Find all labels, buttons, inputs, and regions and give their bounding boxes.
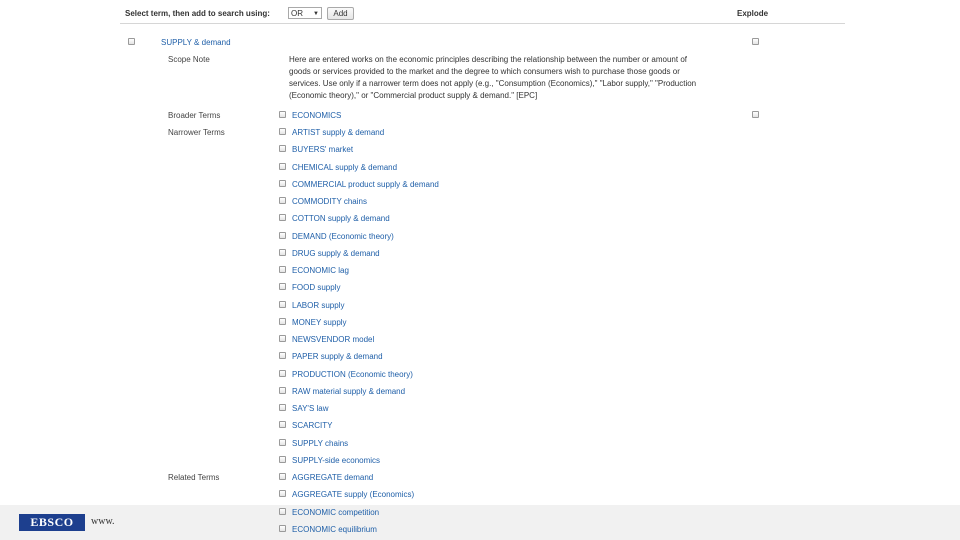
narrower-term-link[interactable]: ECONOMIC lag: [292, 266, 349, 275]
scope-note-label: Scope Note: [168, 55, 210, 64]
narrower-term-link[interactable]: DRUG supply & demand: [292, 248, 380, 258]
narrower-term-link[interactable]: ARTIST supply & demand: [292, 128, 385, 137]
operator-select[interactable]: [288, 7, 322, 19]
narrower-term-checkbox[interactable]: [279, 145, 286, 152]
narrower-term-link[interactable]: SCARCITY: [292, 421, 333, 431]
narrower-term-link[interactable]: FOOD supply: [292, 283, 341, 293]
narrower-term-link[interactable]: SUPPLY-side economics: [292, 455, 381, 465]
narrower-term-checkbox[interactable]: [279, 266, 286, 273]
footer-band: [0, 505, 960, 540]
narrower-term-checkbox[interactable]: [279, 439, 286, 446]
broader-term-checkbox[interactable]: [279, 111, 286, 118]
add-button[interactable]: Add: [327, 7, 354, 20]
narrower-term-checkbox[interactable]: [279, 421, 286, 428]
ebsco-logo: EBSCO: [19, 514, 85, 531]
explode-checkbox-broader[interactable]: [752, 111, 759, 118]
narrower-term-link[interactable]: RAW material supply & demand: [292, 386, 406, 396]
footer-url: www.: [91, 516, 115, 527]
narrower-term-checkbox[interactable]: [279, 163, 286, 170]
narrower-term-link[interactable]: BUYERS' market: [292, 145, 354, 155]
narrower-term-checkbox[interactable]: [279, 232, 286, 239]
operator-value: OR: [291, 9, 303, 18]
broader-term-link[interactable]: ECONOMICS: [292, 111, 342, 120]
search-toolbar: [120, 4, 845, 24]
narrower-term-link[interactable]: SAY'S law: [292, 404, 329, 413]
narrower-term-checkbox[interactable]: [279, 180, 286, 187]
narrower-term-link[interactable]: MONEY supply: [292, 317, 347, 327]
narrower-term-link[interactable]: PAPER supply & demand: [292, 352, 383, 362]
broader-terms-label: Broader Terms: [168, 111, 221, 120]
narrower-term-checkbox[interactable]: [279, 197, 286, 204]
explode-column-header: Explode: [737, 9, 769, 18]
narrower-term-checkbox[interactable]: [279, 352, 286, 359]
narrower-terms-label: Narrower Terms: [168, 128, 225, 137]
term-heading-link[interactable]: SUPPLY & demand: [161, 38, 231, 47]
narrower-term-link[interactable]: CHEMICAL supply & demand: [292, 162, 398, 172]
narrower-term-link[interactable]: NEWSVENDOR model: [292, 335, 375, 344]
narrower-term-checkbox[interactable]: [279, 404, 286, 411]
narrower-term-link[interactable]: COTTON supply & demand: [292, 214, 390, 224]
related-term-link[interactable]: AGGREGATE demand: [292, 473, 374, 482]
narrower-term-link[interactable]: DEMAND (Economic theory): [292, 231, 394, 241]
related-term-link[interactable]: ECONOMIC competition: [292, 507, 380, 517]
related-term-checkbox[interactable]: [279, 508, 286, 515]
narrower-term-checkbox[interactable]: [279, 318, 286, 325]
related-term-checkbox[interactable]: [279, 490, 286, 497]
related-term-link[interactable]: AGGREGATE supply (Economics): [292, 490, 415, 500]
narrower-term-checkbox[interactable]: [279, 249, 286, 256]
narrower-term-link[interactable]: SUPPLY chains: [292, 438, 349, 448]
narrower-term-checkbox[interactable]: [279, 456, 286, 463]
select-term-label: Select term, then add to search using:: [125, 9, 270, 18]
narrower-term-link[interactable]: PRODUCTION (Economic theory): [292, 369, 413, 379]
narrower-term-link[interactable]: LABOR supply: [292, 300, 345, 310]
narrower-term-checkbox[interactable]: [279, 214, 286, 221]
narrower-term-link[interactable]: COMMODITY chains: [292, 197, 367, 206]
narrower-term-checkbox[interactable]: [279, 370, 286, 377]
related-term-link[interactable]: ECONOMIC equilibrium: [292, 524, 377, 534]
chevron-down-icon: ▼: [313, 11, 319, 17]
narrower-term-link[interactable]: COMMERCIAL product supply & demand: [292, 179, 439, 189]
term-checkbox[interactable]: [128, 38, 135, 45]
narrower-term-checkbox[interactable]: [279, 335, 286, 342]
related-term-checkbox[interactable]: [279, 525, 286, 532]
narrower-term-checkbox[interactable]: [279, 128, 286, 135]
narrower-term-checkbox[interactable]: [279, 387, 286, 394]
explode-checkbox-main[interactable]: [752, 38, 759, 45]
narrower-term-checkbox[interactable]: [279, 283, 286, 290]
related-terms-label: Related Terms: [168, 473, 220, 482]
narrower-term-checkbox[interactable]: [279, 301, 286, 308]
related-term-checkbox[interactable]: [279, 473, 286, 480]
scope-note-text: Here are entered works on the economic principles describing the relationship between the number or amount of goods or services provided to the market and the degree to which consumers wish to purchase those goods or services. Use only if a narrower term does not apply (e.g., "Consumption (Economics)," "Labor supply," "Production (Economic theory)," or "Commercial product supply & demand." [EPC]: [289, 55, 697, 100]
